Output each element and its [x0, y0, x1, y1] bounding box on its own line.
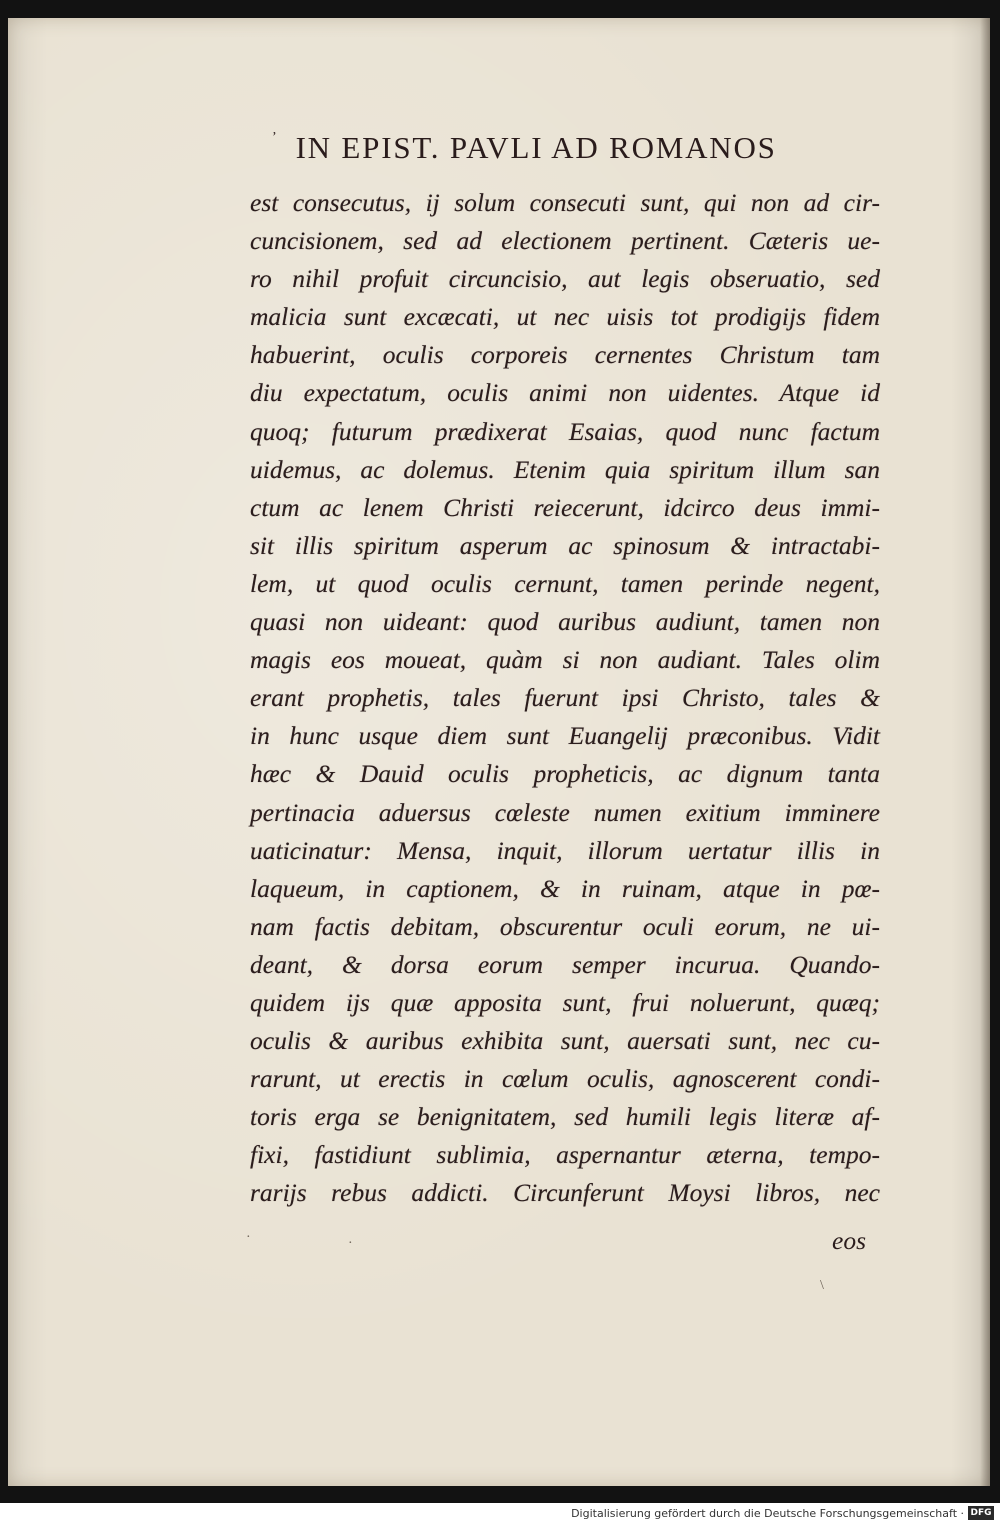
- text-line: in hunc usque diem sunt Euangelij præconibus. Vidit: [250, 721, 880, 751]
- text-line: uidemus, ac dolemus. Etenim quia spiritum illum san: [250, 454, 880, 484]
- text-line: ro nihil profuit circuncisio, aut legis obseruatio, sed: [250, 264, 880, 294]
- funding-credit: Digitalisierung gefördert durch die Deutsche Forschungsgemeinschaft ·: [571, 1507, 964, 1520]
- text-line: magis eos moueat, quàm si non audiant. Tales olim: [250, 645, 880, 675]
- text-line: est consecutus, ij solum consecuti sunt, qui non ad cir-: [250, 188, 880, 217]
- text-line: quidem ijs quæ apposita sunt, frui noluerunt, quæq;: [250, 987, 880, 1017]
- catchword: eos: [832, 1226, 866, 1255]
- text-line: nam factis debitam, obscurentur oculi eorum, ne ui-: [250, 911, 880, 941]
- text-line: lem, ut quod oculis cernunt, tamen perinde negent,: [250, 568, 880, 598]
- text-line: habuerint, oculis corporeis cernentes Christum tam: [250, 340, 880, 370]
- text-line: rarijs rebus addicti. Circunferunt Moysi libros, nec: [250, 1178, 880, 1208]
- body-text: [250, 184, 900, 1213]
- ink-speck-mark: \: [820, 1278, 824, 1293]
- printer-mark-icon: ʼ: [272, 130, 279, 145]
- text-line: ctum ac lenem Christi reiecerunt, idcirco deus immi-: [250, 492, 880, 522]
- text-line: quoq; futurum prædixerat Esaias, quod nunc factum: [250, 416, 880, 446]
- text-line: malicia sunt excæcati, ut nec uisis tot prodigijs fidem: [250, 302, 880, 332]
- text-line: cuncisionem, sed ad electionem pertinent. Cæteris ue-: [250, 226, 880, 256]
- running-head-text: IN EPIST. PAVLI AD ROMANOS: [295, 130, 777, 165]
- text-line: deant, & dorsa eorum semper incurua. Quando-: [250, 949, 880, 979]
- text-line: toris erga se benignitatem, sed humili legis literæ af-: [250, 1102, 880, 1132]
- page-edge-shadow: [980, 18, 990, 1486]
- text-line: quasi non uideant: quod auribus audiunt, tamen non: [250, 607, 880, 637]
- text-line: fixi, fastidiunt sublimia, aspernantur æterna, tempo-: [250, 1140, 880, 1170]
- running-head: [272, 130, 872, 166]
- text-line: diu expectatum, oculis animi non uidentes. Atque id: [250, 378, 880, 408]
- text-line: uaticinatur: Mensa, inquit, illorum uertatur illis in: [250, 835, 880, 865]
- footer-bar: [0, 1503, 1000, 1524]
- ink-speck-mark: ·: [348, 1236, 353, 1251]
- dfg-logo-icon: DFG: [968, 1506, 994, 1520]
- text-line: hæc & Dauid oculis propheticis, ac dignum tanta: [250, 759, 880, 789]
- text-line: laqueum, in captionem, & in ruinam, atque in pœ-: [250, 873, 880, 903]
- text-line: sit illis spiritum asperum ac spinosum & intractabi-: [250, 530, 880, 560]
- text-line: rarunt, ut erectis in cœlum oculis, agnoscerent condi-: [250, 1064, 880, 1094]
- text-line: erant prophetis, tales fuerunt ipsi Christo, tales &: [250, 683, 880, 713]
- text-line: oculis & auribus exhibita sunt, auersati sunt, nec cu-: [250, 1026, 880, 1056]
- text-line: pertinacia aduersus cœleste numen exitium imminere: [250, 797, 880, 827]
- ink-speck-mark: ·: [246, 1230, 251, 1245]
